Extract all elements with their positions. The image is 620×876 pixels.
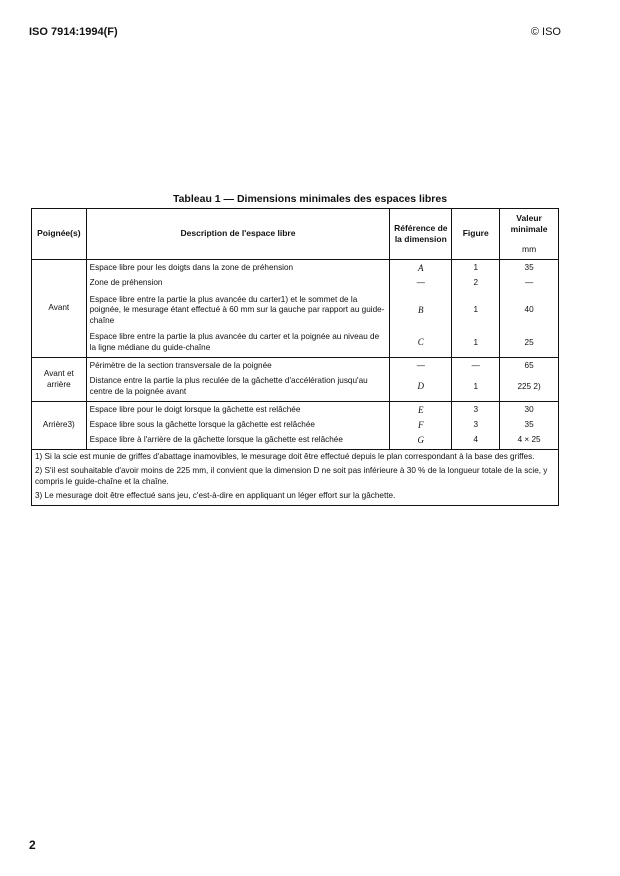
table-header-row [32, 209, 559, 260]
reference-value: F [418, 419, 424, 430]
description-text: Espace libre sous la gâchette lorsque la gâchette est relâchée [89, 420, 315, 430]
reference-value: G [417, 434, 425, 445]
reference-value: C [417, 337, 424, 348]
reference-value: A [418, 262, 424, 273]
minimum-value: 65 [524, 361, 534, 371]
value-cell [500, 260, 559, 358]
header-reference: Référence de la dimension [390, 209, 452, 260]
reference-cell [390, 260, 452, 358]
figure-value: 1 [473, 337, 478, 347]
description-cell [86, 358, 390, 402]
description-text: Espace libre entre la partie la plus avancée du carter et la poignée au niveau de la ligne médiane du guide-chaîne [89, 332, 380, 352]
footnote: 3) Le mesurage doit être effectué sans jeu, c'est-à-dire en appliquant un léger effort sur la gâchette. [35, 491, 396, 501]
reference-cell [390, 358, 452, 402]
header-description: Description de l'espace libre [86, 209, 390, 260]
figure-value: 2 [473, 278, 478, 288]
table-group-row [32, 402, 559, 450]
group-label: Avant et arrière [32, 358, 87, 402]
reference-value: — [416, 278, 425, 288]
header-figure: Figure [452, 209, 500, 260]
description-text: Périmètre de la section transversale de la poignée [89, 361, 272, 371]
dimensions-table [31, 208, 559, 506]
group-label: Arrière3) [32, 402, 87, 450]
description-text: Espace libre pour le doigt lorsque la gâchette est relâchée [89, 405, 301, 415]
description-text: Espace libre entre la partie la plus avancée du carter1) et le sommet de la poignée, le mesurage étant effectué à 60 mm sur la gauche par rapport au guide-chaîne [89, 294, 385, 325]
figure-value: 3 [473, 405, 478, 415]
table-group-row [32, 260, 559, 358]
page-number: 2 [29, 838, 36, 852]
minimum-value: — [524, 278, 534, 288]
minimum-value: 35 [524, 263, 534, 273]
minimum-value: 225 2) [517, 381, 541, 391]
value-cell [500, 402, 559, 450]
description-cell [86, 402, 390, 450]
copyright-notice: © ISO [530, 26, 561, 38]
minimum-value: 25 [524, 337, 534, 347]
minimum-value: 30 [524, 405, 534, 415]
minimum-value: 4 × 25 [517, 435, 541, 445]
header-poignee: Poignée(s) [32, 209, 87, 260]
figure-value: 1 [473, 263, 478, 273]
figure-cell [452, 358, 500, 402]
description-cell [86, 260, 390, 358]
figure-value: — [471, 361, 480, 371]
table-group-row [32, 358, 559, 402]
footnote: 1) Si la scie est munie de griffes d'abattage inamovibles, le mesurage doit être effectué depuis le plan correspondant à la base des griffes. [35, 452, 535, 461]
table-notes-row [32, 450, 559, 506]
figure-cell [452, 402, 500, 450]
table-caption: Tableau 1 — Dimensions minimales des espaces libres [172, 193, 448, 205]
reference-value: — [416, 361, 425, 371]
figure-value: 1 [473, 381, 478, 391]
figure-value: 1 [473, 305, 478, 315]
group-label: Avant [32, 260, 87, 358]
header-valeur [500, 209, 559, 260]
figure-cell [452, 260, 500, 358]
footnote: 2) S'il est souhaitable d'avoir moins de 225 mm, il convient que la dimension D ne soit pas inférieure à 30 % de la longueur totale de la scie, y compris le guide-chaîne et la chaîne. [35, 466, 548, 487]
header-valeur-label: Valeur minimale [510, 213, 548, 235]
reference-value: D [417, 381, 425, 392]
description-text: Espace libre pour les doigts dans la zone de préhension [89, 263, 294, 273]
reference-cell [390, 402, 452, 450]
header-unit: mm [521, 243, 537, 254]
minimum-value: 40 [524, 305, 534, 315]
reference-value: E [418, 404, 424, 415]
reference-value: B [418, 304, 424, 315]
figure-value: 3 [473, 420, 478, 430]
minimum-value: 35 [524, 420, 534, 430]
description-text: Zone de préhension [89, 278, 163, 288]
value-cell [500, 358, 559, 402]
description-text: Distance entre la partie la plus reculée de la gâchette d'accélération jusqu'au centre de la poignée avant [89, 376, 368, 396]
table-notes [32, 450, 559, 506]
description-text: Espace libre à l'arrière de la gâchette lorsque la gâchette est relâchée [89, 435, 343, 445]
standard-number: ISO 7914:1994(F) [29, 26, 118, 38]
figure-value: 4 [473, 435, 478, 445]
